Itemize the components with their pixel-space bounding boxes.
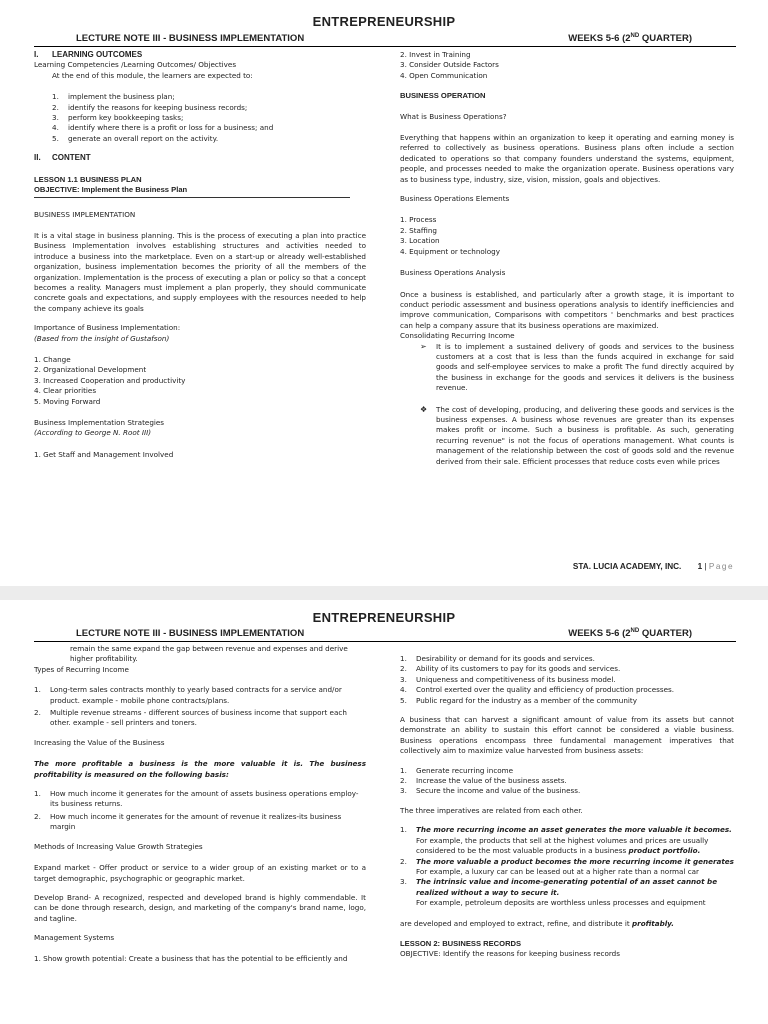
bullet-item: ➢ It is to implement a sustained delivery of goods and services to the business customers at a cost that is less than the funds acquired in exchange for said goods and self-employee services to make a profit The fund directly acquired by the business in exchange for the goods and services it delivers is the business revenue.: [420, 341, 734, 393]
right-column: [400, 50, 734, 478]
list-item: 3. perform key bookkeeping tasks;: [52, 113, 184, 123]
list-item: 2. The more valuable a product becomes the more recurring income it generates For example, a luxury car can be leased out at a higher rate than a normal car: [400, 856, 734, 876]
lesson-objective: OBJECTIVE: Implement the Business Plan: [34, 185, 188, 195]
document-page-2: [0, 600, 768, 1024]
management-imperatives: [400, 766, 734, 797]
list-item: 1. The more recurring income an asset generates the more valuable it becomes. For example, the products that sell at the highest volumes and prices are usually considered to be the most valuable products in a business product portfolio.: [400, 825, 732, 856]
list-item: 1. Generate recurring income: [400, 765, 514, 775]
outcomes-intro: At the end of this module, the learners are expected to:: [52, 70, 253, 80]
section-learning-outcomes: I. LEARNING OUTCOMES: [34, 50, 143, 59]
list-item: 2. Multiple revenue streams - different sources of business income that support each other. example - sell printers and toners.: [34, 708, 347, 728]
lecture-title: LECTURE NOTE III - BUSINESS IMPLEMENTATION: [76, 628, 305, 639]
left-column: [34, 644, 366, 964]
page-label: Page: [708, 562, 734, 571]
list-item: 2. How much income it generates for the amount of revenue it realizes-its business margin: [34, 811, 342, 832]
recurring-income-types: [34, 685, 366, 729]
section-content: II. CONTENT: [34, 153, 91, 163]
list-item: 4. Control exerted over the quality and efficiency of production processes.: [400, 685, 675, 695]
list-item: 4. Equipment or technology: [400, 246, 500, 256]
list-item: 3. Increased Cooperation and productivity: [34, 375, 186, 385]
question: What is Business Operations?: [400, 111, 507, 121]
list-item: 3. Location: [400, 236, 440, 246]
list-item: 4. identify where there is a profit or loss for a business; and: [52, 123, 274, 133]
list-item: 1. Long-term sales contracts monthly to yearly based contracts for a service and/or product. example - mobile phone contracts/plans.: [34, 685, 342, 705]
section-heading: LEARNING OUTCOMES: [52, 50, 143, 59]
page-number: 1: [697, 562, 703, 571]
paragraph: are developed and employed to extract, refine, and distribute it profitably.: [400, 918, 674, 928]
left-column: [34, 50, 366, 460]
subheading: Consolidating Recurring Income: [400, 331, 515, 341]
paragraph: A business that can harvest a significant amount of value from its assets but cannot demonstrate an ability to sustain this effort cannot be considered a viable business. Business operations encompass three fundamental management imperatives that collectively aim to maximize value harvested from business assets:: [400, 715, 734, 756]
imperative-explanations: [400, 825, 734, 908]
paragraph: Once a business is established, and particularly after a growth stage, it is important to conduct periodic assessment and business operations analysis to identify inefficiencies and improve communication, Comparisons with competitors ' benchmarks and best practices can help a company assure that its business operations are maximized.: [400, 289, 734, 330]
list-item: 3. Secure the income and value of the business.: [400, 786, 581, 796]
emphasis-paragraph: The more profitable a business is the more valuable it is. The business profitability is measured on the following basis:: [34, 759, 366, 779]
page-title: ENTREPRENEURSHIP: [312, 610, 456, 625]
list-item: 2. Ability of its customers to pay for its goods and services.: [400, 664, 621, 674]
header-divider: [34, 641, 736, 642]
header-divider: [34, 46, 736, 47]
profitability-basis: [34, 789, 366, 833]
divider-line: [34, 197, 350, 198]
list-item: 1. Change: [34, 354, 71, 364]
list-item: 1. Show growth potential: Create a business that has the potential to be efficiently and: [34, 953, 348, 963]
list-item: 2. identify the reasons for keeping business records;: [52, 102, 248, 112]
list-item: 2. Organizational Development: [34, 365, 147, 375]
subheading: Business Operations Analysis: [400, 268, 506, 278]
paragraph: Develop Brand- A recognized, respected and developed brand is highly commendable. It can be done through research, design, and marketing of the company's brand name, logo, and tagline.: [34, 892, 366, 923]
subheading: BUSINESS IMPLEMENTATION: [34, 210, 136, 220]
right-column: [400, 654, 734, 960]
outcomes-list: [34, 92, 366, 144]
paragraph: It is a vital stage in business planning. This is the process of executing a plan into practice Business Implementation involves establishing structures and activities needed to introduce a business into the marketplace. Even on a start-up or already well-established organization, business implementation becomes the priority of all the members of the organization. Implementation is the process of executing a plan or policy so that a concept becomes a reality. Managers must implement a plan properly, they should communicate concrete goals and expectations, and supply employees with the resources needed to help the company achieve its goals: [34, 230, 366, 313]
list-item: 1. Get Staff and Management Involved: [34, 449, 174, 459]
subheading: Business Operations Elements: [400, 194, 510, 204]
list-item: 2. Staffing: [400, 225, 437, 235]
list-item: 1. implement the business plan;: [52, 92, 175, 102]
subheading: Business Implementation Strategies: [34, 417, 165, 427]
list-item: 4. Clear priorities: [34, 386, 97, 396]
competencies-label: Learning Competencies /Learning Outcomes/ Objectives: [34, 60, 237, 70]
list-item: 5. Public regard for the industry as a member of the community: [400, 695, 637, 705]
paragraph: Everything that happens within an organization to keep it operating and earning money is referred to collectively as business operations. Business plans often include a section dedicated to operations so that company founders understand the systems, equipment, people, and processes needed to make the organization operate. Business operations vary as to business type, industry, size, vision, mission, goals and objectives.: [400, 133, 734, 184]
lesson-title: LESSON 1.1 BUSINESS PLAN: [34, 174, 142, 184]
source-note: (Based from the insight of Gustafson): [34, 333, 170, 343]
subheading: Types of Recurring Income: [34, 664, 129, 674]
list-item: 3. The intrinsic value and income-generating potential of an asset cannot be realized without a way to secure it. For example, petroleum deposits are worthless unless processes and equipment: [400, 877, 718, 908]
source-note: (According to George N. Root III): [34, 428, 152, 438]
subheading: Methods of Increasing Value Growth Strategies: [34, 841, 203, 851]
bullet-item: ❖ The cost of developing, producing, and delivering these goods and services is the business expenses. A business whose revenues are greater than its expenses makes profit or income. Such a business is profitable. As such, generating recurring revenue" is not the focus of operations management. What counts is management of the relationship between the cost of goods sold and the revenue derived from their sale. Efficient processes that reduce costs even while prices: [420, 404, 734, 466]
list-item: 3. Consider Outside Factors: [400, 60, 499, 70]
subheading: The three imperatives are related from each other.: [400, 805, 583, 815]
paragraph: Expand market - Offer product or service to a wider group of an existing market or to a target demographic, psychographic or geographic market.: [34, 863, 366, 883]
section-heading: BUSINESS OPERATION: [400, 91, 486, 101]
list-item: 5. generate an overall report on the activity.: [52, 133, 219, 143]
subheading: Management Systems: [34, 933, 115, 943]
list-item: 3. Uniqueness and competitiveness of its business model.: [400, 674, 616, 684]
school-name: STA. LUCIA ACADEMY, INC.: [572, 562, 682, 571]
subheading: Increasing the Value of the Business: [34, 737, 165, 747]
subheading: Importance of Business Implementation:: [34, 323, 181, 333]
page-footer: [573, 562, 734, 571]
list-item: 2. Increase the value of the business assets.: [400, 776, 567, 786]
weeks-label: WEEKS 5-6 (2ND QUARTER): [568, 628, 692, 640]
page-title: ENTREPRENEURSHIP: [312, 14, 456, 29]
lesson-objective: OBJECTIVE: Identify the reasons for keeping business records: [400, 949, 620, 959]
list-item: 5. Moving Forward: [34, 396, 101, 406]
section-heading: CONTENT: [52, 153, 91, 163]
paragraph: remain the same expand the gap between revenue and expenses and derive higher profitability.: [70, 644, 348, 664]
value-factors: [400, 654, 734, 706]
list-item: 1. Process: [400, 215, 437, 225]
lecture-title: LECTURE NOTE III - BUSINESS IMPLEMENTATION: [76, 33, 305, 44]
weeks-label: WEEKS 5-6 (2ND QUARTER): [568, 33, 692, 45]
lesson-title: LESSON 2: BUSINESS RECORDS: [400, 938, 522, 948]
diamond-bullet-icon: ❖: [420, 404, 428, 414]
list-item: 1. Desirability or demand for its goods and services.: [400, 654, 595, 663]
list-item: 1. How much income it generates for the amount of assets business operations employ-its business returns.: [34, 789, 359, 809]
list-item: 2. Invest in Training: [400, 50, 471, 59]
page-separator: |: [704, 562, 707, 571]
arrow-bullet-icon: ➢: [420, 341, 427, 351]
list-item: 4. Open Communication: [400, 70, 488, 80]
